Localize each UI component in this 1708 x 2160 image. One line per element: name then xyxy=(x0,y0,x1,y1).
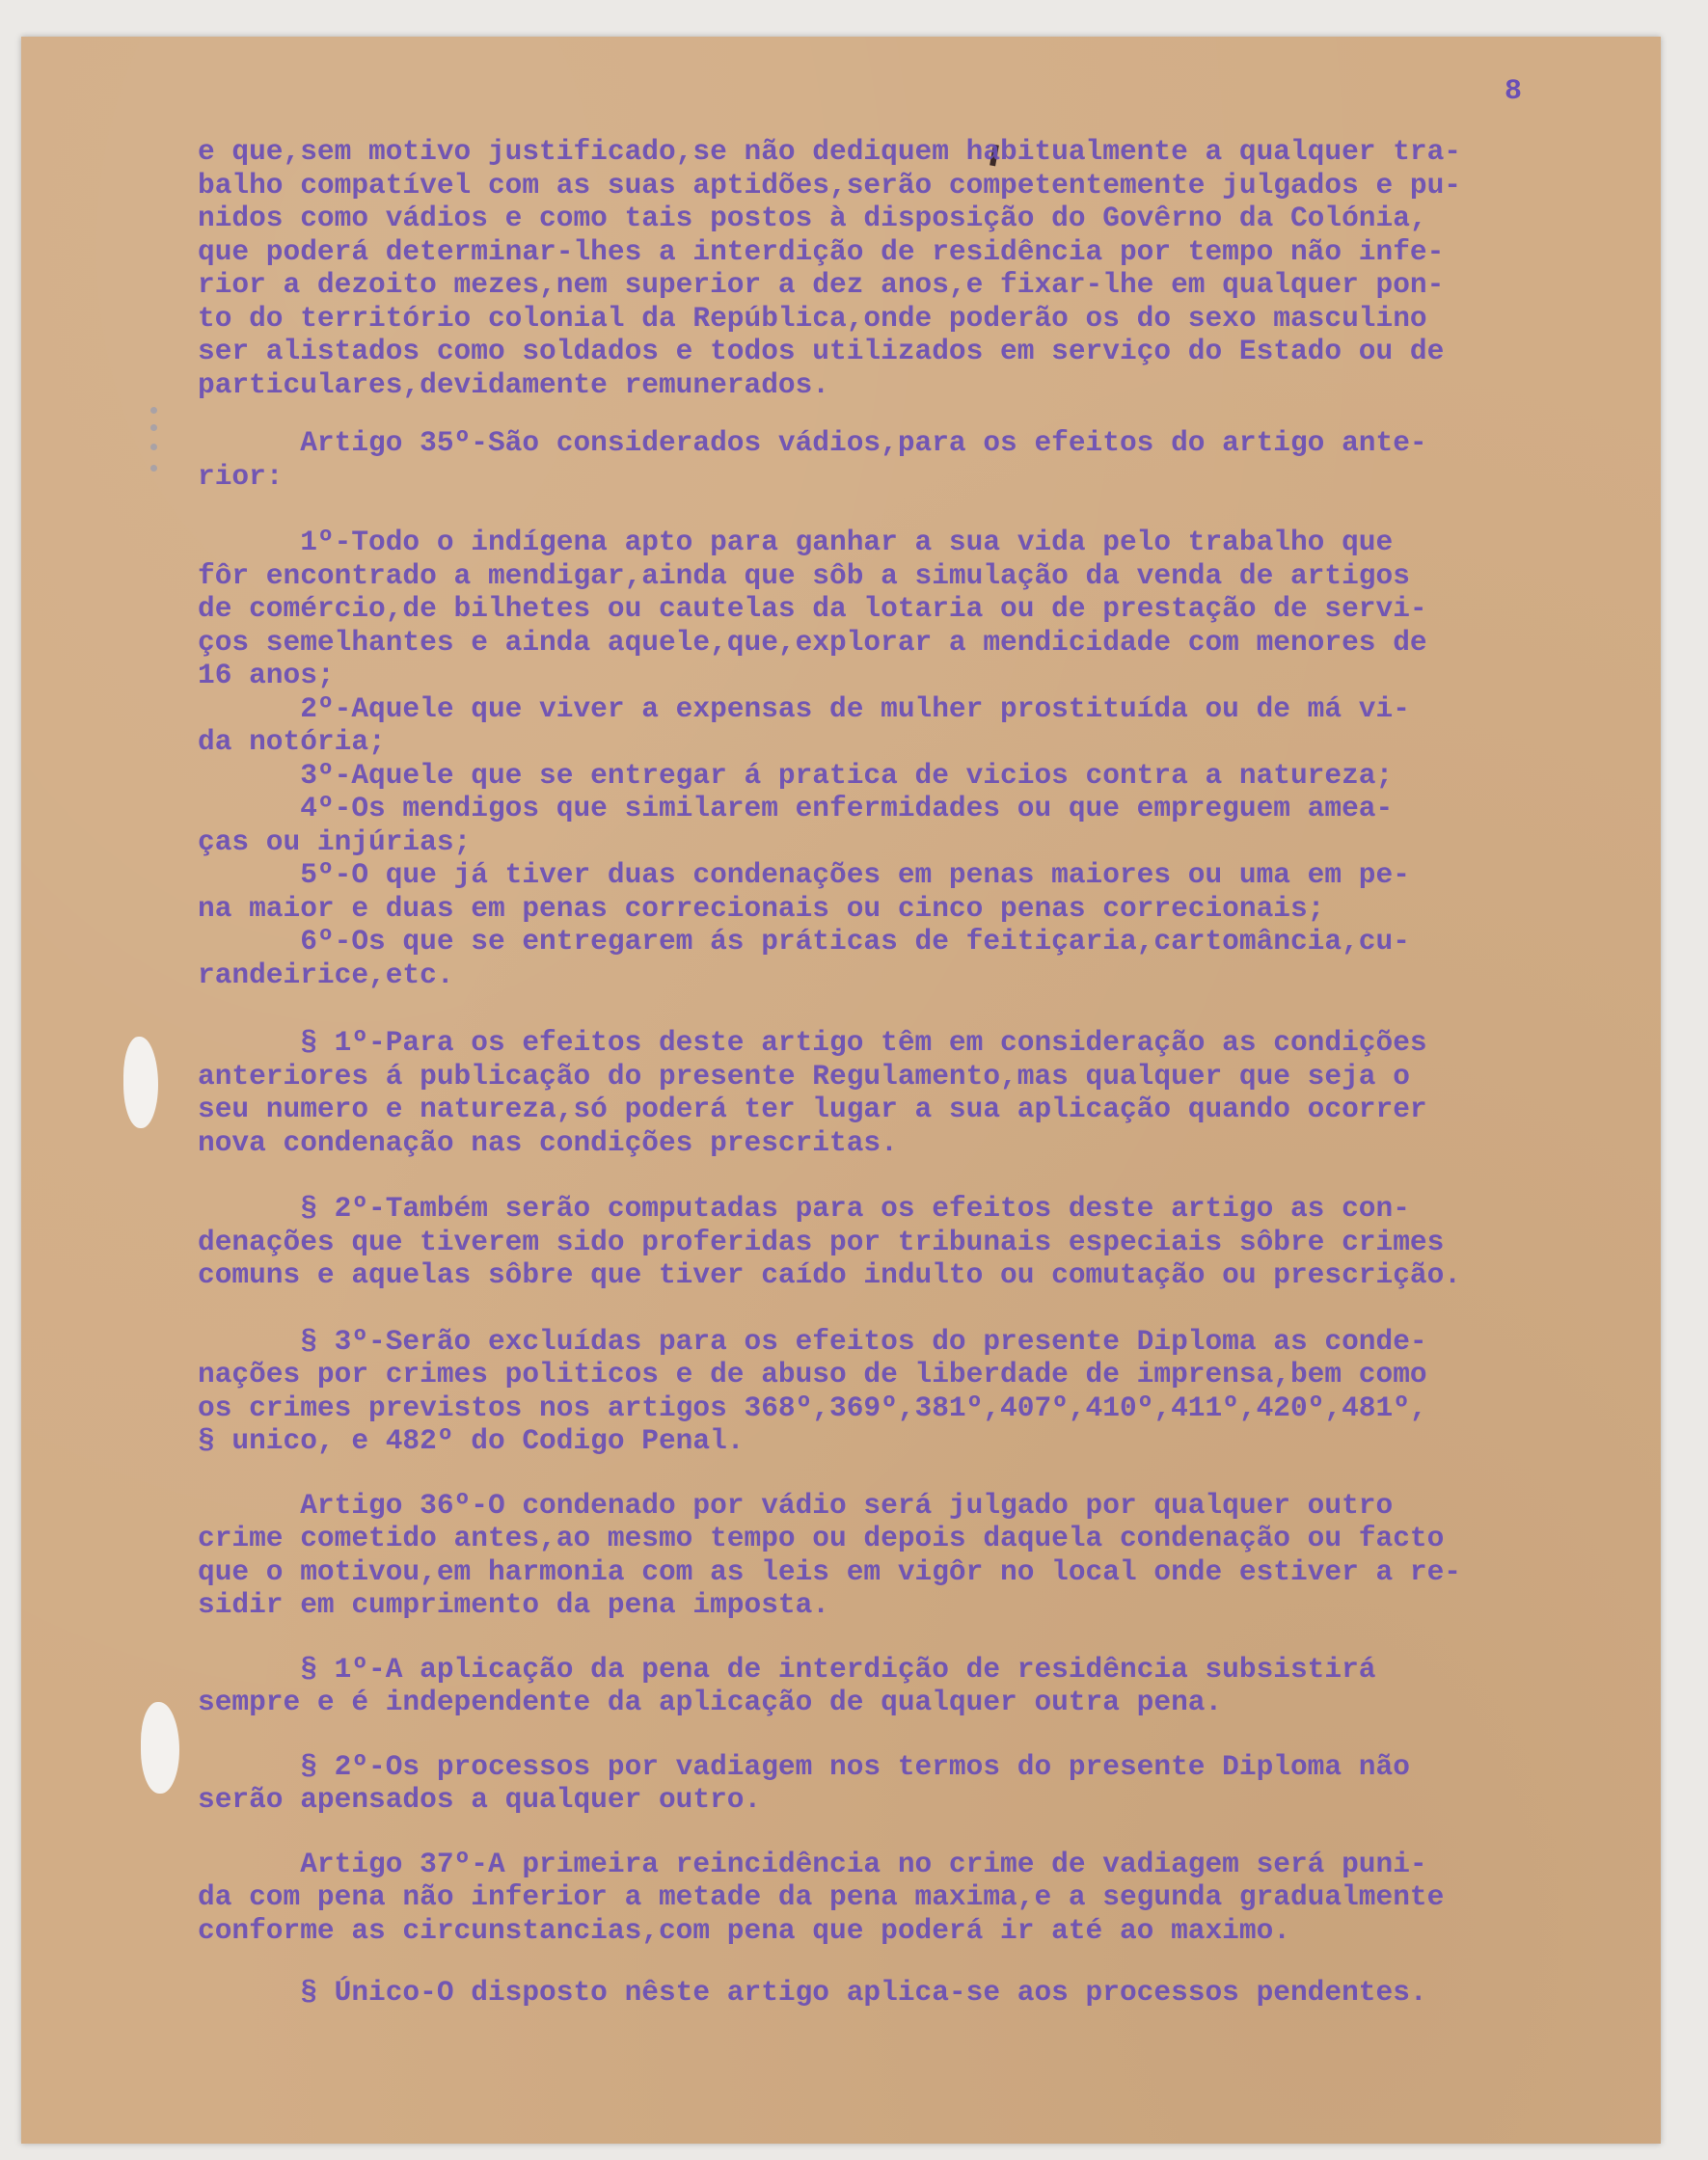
text-line: seu numero e natureza,só poderá ter lugar a sua aplicação quando ocorrer xyxy=(198,1093,1427,1125)
text-line: § 3º-Serão excluídas para os efeitos do presente Diploma as conde- xyxy=(198,1324,1427,1358)
text-line: denações que tiverem sido proferidas por tribunais especiais sôbre crimes xyxy=(198,1225,1445,1258)
text-line: anteriores á publicação do presente Regulamento,mas qualquer que seja o xyxy=(198,1059,1410,1093)
text-line: nova condenação nas condições prescritas. xyxy=(198,1125,898,1159)
staple-mark xyxy=(150,407,157,414)
text-line: sempre e é independente da aplicação de qualquer outra pena. xyxy=(198,1686,1223,1718)
text-line: comuns e aquelas sôbre que tiver caído indulto ou comutação ou prescrição. xyxy=(198,1258,1462,1291)
text-line: os crimes previstos nos artigos 368º,369º,381º,407º,410º,411º,420º,481º, xyxy=(198,1390,1427,1424)
text-line: ços semelhantes e ainda aquele,que,explorar a mendicidade com menores de xyxy=(198,625,1427,659)
text-line: que o motivou,em harmonia com as leis em vigôr no local onde estiver a re- xyxy=(198,1554,1462,1588)
text-line: Artigo 36º-O condenado por vádio será julgado por qualquer outro xyxy=(198,1488,1394,1522)
text-line: 2º-Aquele que viver a expensas de mulher prostituída ou de má vi- xyxy=(198,691,1410,725)
text-line: nidos como vádios e como tais postos à disposição do Govêrno da Colónia, xyxy=(198,202,1427,234)
text-line: rior: xyxy=(198,459,284,493)
text-line: rior a dezoito mezes,nem superior a dez anos,e fixar-lhe em qualquer pon- xyxy=(198,268,1445,301)
staple-mark xyxy=(150,465,157,472)
staple-mark xyxy=(150,444,157,450)
text-line: 5º-O que já tiver duas condenações em penas maiores ou uma em pe- xyxy=(198,858,1410,891)
text-line: de comércio,de bilhetes ou cautelas da lotaria ou de prestação de servi- xyxy=(198,592,1427,625)
text-line: balho compatível com as suas aptidões,serão competentemente julgados e pu- xyxy=(198,168,1462,202)
text-line: da com pena não inferior a metade da pena maxima,e a segunda gradualmente xyxy=(198,1880,1445,1913)
document-body xyxy=(198,135,1664,2010)
text-line: § unico, e 482º do Codigo Penal. xyxy=(198,1424,745,1457)
text-line: Artigo 35º-São considerados vádios,para os efeitos do artigo ante- xyxy=(198,426,1427,459)
text-line: nações por crimes politicos e de abuso de liberdade de imprensa,bem como xyxy=(198,1358,1427,1390)
text-line: da notória; xyxy=(198,725,386,758)
text-line: randeirice,etc. xyxy=(198,958,454,991)
text-line: serão apensados a qualquer outro. xyxy=(198,1783,762,1816)
text-line: sidir em cumprimento da pena imposta. xyxy=(198,1588,830,1621)
text-line: 3º-Aquele que se entregar á pratica de vicios contra a natureza; xyxy=(198,758,1394,792)
text-line: to do território colonial da República,onde poderão os do sexo masculino xyxy=(198,301,1427,335)
text-line: 4º-Os mendigos que similarem enfermidades ou que empreguem amea- xyxy=(198,792,1394,824)
text-line: § 2º-Os processos por vadiagem nos termos do presente Diploma não xyxy=(198,1749,1410,1783)
text-line: particulares,devidamente remunerados. xyxy=(198,367,830,401)
punch-hole xyxy=(123,1037,158,1128)
text-line: na maior e duas em penas correcionais ou cinco penas correcionais; xyxy=(198,891,1325,925)
text-line: 6º-Os que se entregarem ás práticas de feitiçaria,cartomância,cu- xyxy=(198,925,1410,958)
text-line: conforme as circunstancias,com pena que poderá ir até ao maximo. xyxy=(198,1913,1290,1947)
staple-mark xyxy=(150,424,157,431)
text-line: ças ou injúrias; xyxy=(198,824,472,858)
text-line: 16 anos; xyxy=(198,659,335,691)
text-line: e que,sem motivo justificado,se não dediquem habitualmente a qualquer tra- xyxy=(198,135,1462,168)
text-line: que poderá determinar-lhes a interdição de residência por tempo não infe- xyxy=(198,234,1445,268)
text-line: § 1º-Para os efeitos deste artigo têm em consideração as condições xyxy=(198,1026,1427,1059)
text-line: § 1º-A aplicação da pena de interdição de residência subsistirá xyxy=(198,1652,1376,1686)
text-line: § 2º-Também serão computadas para os efeitos deste artigo as con- xyxy=(198,1192,1410,1225)
text-line: 1º-Todo o indígena apto para ganhar a sua vida pelo trabalho que xyxy=(198,526,1394,558)
page-number: 8 xyxy=(1505,75,1523,108)
text-line: ser alistados como soldados e todos utilizados em serviço do Estado ou de xyxy=(198,335,1445,367)
punch-hole xyxy=(141,1702,179,1794)
text-line: fôr encontrado a mendigar,ainda que sôb a simulação da venda de artigos xyxy=(198,558,1410,592)
text-line: crime cometido antes,ao mesmo tempo ou depois daquela condenação ou facto xyxy=(198,1522,1445,1554)
text-line: Artigo 37º-A primeira reincidência no crime de vadiagem será puni- xyxy=(198,1847,1427,1880)
text-line: § Único-O disposto nêste artigo aplica-se aos processos pendentes. xyxy=(198,1976,1427,2009)
